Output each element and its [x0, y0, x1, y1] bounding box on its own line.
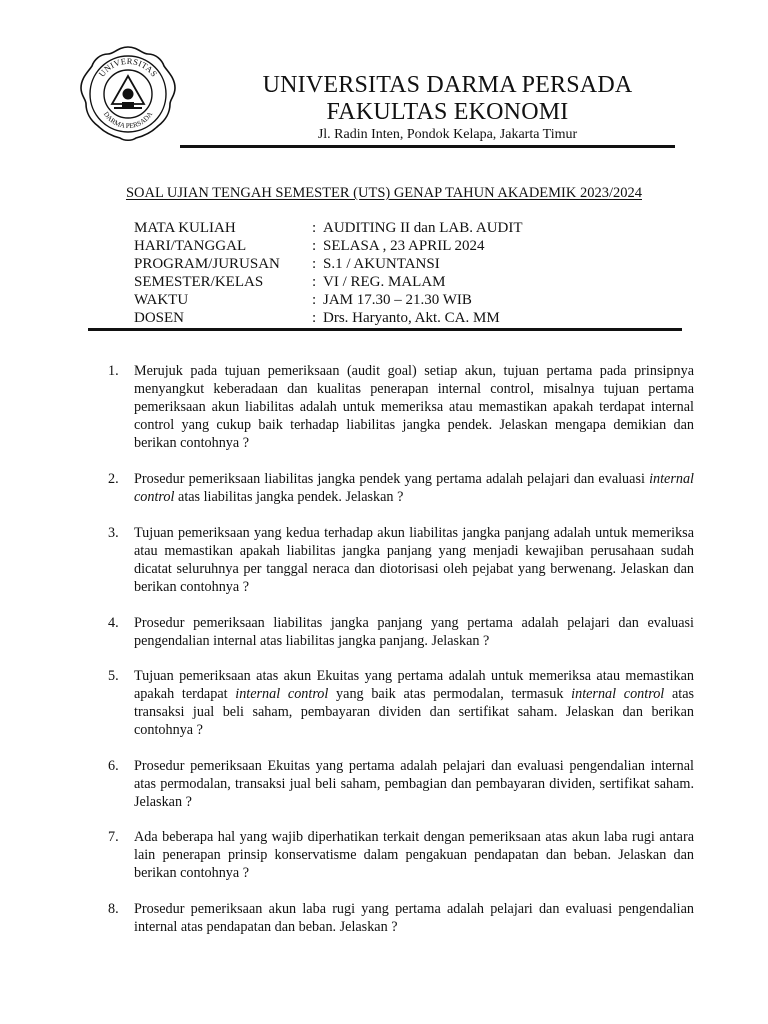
header-divider — [180, 145, 675, 148]
question-text-segment: Prosedur pemeriksaan liabilitas jangka panjang yang pertama adalah pelajari dan evaluasi pengendalian internal atas liabilitas jangka panjang. Jelaskan ? — [134, 615, 694, 649]
info-colon: : — [312, 238, 317, 254]
faculty-name: FAKULTAS EKONOMI — [326, 99, 569, 125]
info-value: AUDITING II dan LAB. AUDIT — [323, 220, 523, 236]
question-item — [108, 667, 694, 739]
question-text-segment: Prosedur pemeriksaan liabilitas jangka pendek yang pertama adalah pelajari dan evaluasi — [134, 471, 650, 487]
question-text-italic: internal control — [235, 686, 329, 702]
question-text — [134, 757, 694, 811]
question-text-segment: atas transaksi jual beli saham, pembayaran dividen dan sertifikat saham. Jelaskan dan berikan contohnya ? — [134, 686, 695, 738]
question-number: 5. — [108, 668, 119, 684]
question-number: 4. — [108, 615, 119, 631]
question-text — [134, 524, 694, 596]
info-row — [134, 309, 523, 327]
question-number: 6. — [108, 758, 119, 774]
question-text-italic: internal control — [134, 471, 694, 505]
question-number: 7. — [108, 829, 119, 845]
question-text-segment: Prosedur pemeriksaan akun laba rugi yang pertama adalah pelajari dan evaluasi pengendalian internal atas pendapatan dan beban. Jelaskan ? — [134, 901, 694, 935]
info-label: MATA KULIAH — [134, 220, 236, 236]
info-value: S.1 / AKUNTANSI — [323, 256, 440, 272]
info-colon: : — [312, 220, 317, 236]
question-text — [134, 828, 694, 882]
question-text — [134, 470, 694, 506]
info-label: PROGRAM/JURUSAN — [134, 256, 280, 272]
question-item — [108, 828, 694, 882]
info-colon: : — [312, 274, 317, 290]
info-value: Drs. Haryanto, Akt. CA. MM — [323, 310, 500, 326]
question-text — [134, 614, 694, 650]
question-text — [134, 900, 694, 936]
question-number: 3. — [108, 525, 119, 541]
question-item — [108, 470, 694, 506]
question-text-italic: internal control — [571, 686, 665, 702]
info-row — [134, 291, 523, 309]
info-row — [134, 219, 523, 237]
info-row — [134, 237, 523, 255]
question-text-segment: Tujuan pemeriksaan atas akun Ekuitas yang pertama adalah untuk memeriksa atau memastikan apakah terdapat — [134, 668, 694, 702]
info-label: DOSEN — [134, 310, 185, 326]
university-name: UNIVERSITAS DARMA PERSADA — [262, 72, 633, 98]
question-text-segment: Ada beberapa hal yang wajib diperhatikan terkait dengan pemeriksaan atas akun laba rugi antara lain penerapan prinsip konservatisme dalam pengakuan pendapatan dan beban. Jelaskan dan berikan contohnya ? — [134, 829, 694, 881]
info-label: SEMESTER/KELAS — [134, 274, 264, 290]
exam-title: SOAL UJIAN TENGAH SEMESTER (UTS) GENAP TAHUN AKADEMIK 2023/2024 — [125, 185, 642, 201]
svg-text:DARMA PERSADA: DARMA PERSADA — [101, 110, 155, 131]
info-row — [134, 273, 523, 291]
question-text — [134, 667, 694, 739]
info-value: VI / REG. MALAM — [323, 274, 446, 290]
question-item — [108, 362, 694, 452]
question-text-segment: Prosedur pemeriksaan Ekuitas yang pertama adalah pelajari dan evaluasi pengendalian internal atas permodalan, transaksi jual beli saham, pembagian dan pembayaran dividen, sertifikat saham. Jelaskan ? — [134, 758, 694, 810]
question-number: 1. — [108, 363, 119, 379]
info-colon: : — [312, 310, 317, 326]
question-text — [134, 362, 694, 452]
svg-text:UNIVERSITAS: UNIVERSITAS — [96, 55, 160, 79]
question-text-segment: Merujuk pada tujuan pemeriksaan (audit goal) setiap akun, tujuan pertama pada prinsipnya menyangkut keberadaan dan kualitas penerapan internal control, misalnya tujuan pertama pemeriksaan akun liabilitas adalah untuk memeriksa atau memastikan apakah terdapat internal control yang cukup baik terhadap liabilitas jangka pendek. Jelaskan mengapa demikian dan berikan contohnya ? — [134, 363, 694, 451]
info-divider — [88, 328, 682, 331]
info-label: HARI/TANGGAL — [134, 238, 247, 254]
question-text-segment: yang baik atas permodalan, termasuk — [328, 686, 572, 702]
question-item — [108, 900, 694, 936]
info-colon: : — [312, 292, 317, 308]
info-value: JAM 17.30 – 21.30 WIB — [323, 292, 472, 308]
info-label: WAKTU — [134, 292, 189, 308]
question-text-segment: atas liabilitas jangka pendek. Jelaskan ? — [174, 489, 404, 505]
question-item — [108, 614, 694, 650]
question-text-segment: Tujuan pemeriksaan yang kedua terhadap akun liabilitas jangka panjang adalah untuk memeriksa atau memastikan apakah liabilitas jangka panjang yang menjadi kewajiban perusahaan sudah dicatat seluruhnya per tanggal neraca dan diotorisasi oleh pejabat yang berwenang. Jelaskan dan berikan contohnya ? — [134, 525, 694, 595]
university-logo — [78, 44, 178, 144]
info-value: SELASA , 23 APRIL 2024 — [323, 238, 485, 254]
question-number: 8. — [108, 901, 119, 917]
exam-info-table — [134, 219, 523, 327]
info-colon: : — [312, 256, 317, 272]
info-row — [134, 255, 523, 273]
question-item — [108, 524, 694, 596]
university-address: Jl. Radin Inten, Pondok Kelapa, Jakarta Timur — [317, 127, 578, 142]
question-item — [108, 757, 694, 811]
question-number: 2. — [108, 471, 119, 487]
